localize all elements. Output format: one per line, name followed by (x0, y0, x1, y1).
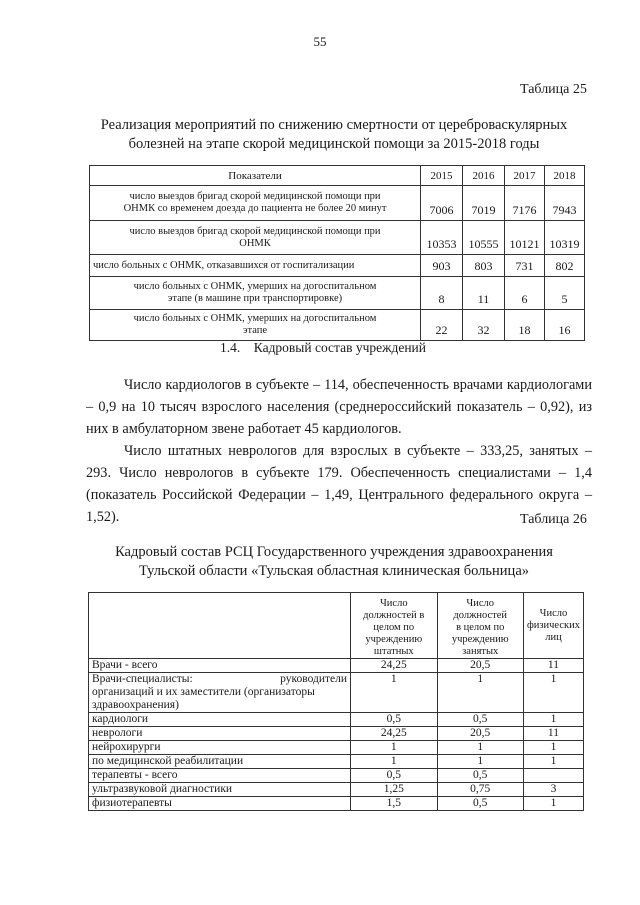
cell-value: 24,25 (351, 659, 437, 673)
cell-value: 10121 (504, 221, 544, 255)
cell-value: 10555 (463, 221, 505, 255)
row-label-line: ОНМК со временем доезда до пациента не более 20 минут (123, 203, 387, 214)
row-label: число больных с ОНМК, отказавшихся от госпитализации (90, 255, 421, 277)
cell-value: 7943 (544, 186, 584, 221)
cell-value: 1 (437, 741, 523, 755)
row-label-line: организаций и их заместители (организаторы здравоохранения) (92, 686, 315, 711)
row-label: физиотерапевты (89, 797, 351, 811)
table26 (88, 592, 584, 811)
cell-value: 1 (437, 755, 523, 769)
header-line: должностей в (363, 610, 425, 621)
row-label-line: число больных с ОНМК, умерших на догоспитальном (133, 313, 377, 324)
cell-value: 1,25 (351, 783, 437, 797)
cell-value: 0,5 (351, 713, 437, 727)
table25 (89, 165, 585, 341)
table26-header-col3 (523, 593, 583, 659)
header-line: занятых (462, 646, 499, 657)
cell-value: 16 (544, 310, 584, 341)
table25-header-year: 2018 (544, 166, 584, 186)
row-label-line: число выездов бригад скорой медицинской помощи при (129, 225, 381, 237)
cell-value: 1 (523, 755, 583, 769)
cell-value: 11 (523, 659, 583, 673)
cell-value: 11 (523, 727, 583, 741)
row-label-line: этапе (в машине при транспортировке) (167, 293, 343, 304)
cell-value: 802 (544, 255, 584, 277)
table25-title-line1: Реализация мероприятий по снижению смертности от цереброваскулярных (100, 117, 568, 133)
cell-value: 1 (351, 741, 437, 755)
table-row (90, 310, 585, 341)
cell-value: 10319 (544, 221, 584, 255)
header-line: штатных (373, 646, 414, 657)
row-label: неврологи (89, 727, 351, 741)
table25-header-year: 2017 (504, 166, 544, 186)
cell-value: 1,5 (351, 797, 437, 811)
cell-value: 11 (463, 277, 505, 310)
cell-value: 0,5 (437, 769, 523, 783)
cell-value: 0,5 (437, 797, 523, 811)
cell-value: 1 (523, 741, 583, 755)
table-row (89, 673, 584, 713)
cell-value: 903 (421, 255, 463, 277)
table-row (89, 741, 584, 755)
table26-header-col1 (351, 593, 437, 659)
cell-value: 7176 (504, 186, 544, 221)
table-row (89, 797, 584, 811)
table-row (90, 186, 585, 221)
row-label-line: число больных с ОНМК, умерших на догоспитальном (133, 281, 377, 292)
cell-value: 20,5 (437, 659, 523, 673)
table25-header-year: 2015 (421, 166, 463, 186)
row-label (89, 673, 351, 713)
cell-value: 0,5 (351, 769, 437, 783)
row-label-line: ОНМК (239, 237, 271, 249)
table25-header-row (90, 166, 585, 186)
row-label-part: Врачи-специалисты: (92, 673, 193, 685)
table26-header-empty (89, 593, 351, 659)
section-heading: 1.4. Кадровый состав учреждений (220, 340, 427, 355)
table26-title (60, 543, 608, 581)
table-row (89, 713, 584, 727)
row-label-line (92, 673, 347, 686)
cell-value: 1 (523, 797, 583, 811)
row-label (90, 310, 421, 341)
cell-value: 32 (463, 310, 505, 341)
header-line: должностей (453, 610, 508, 621)
row-label: нейрохирурги (89, 741, 351, 755)
table25-caption: Таблица 25 (520, 82, 587, 97)
table-row (89, 783, 584, 797)
cell-value: 0,5 (437, 713, 523, 727)
cell-value: 18 (504, 310, 544, 341)
header-line: лиц (545, 631, 562, 643)
table-row (90, 255, 585, 277)
cell-value: 8 (421, 277, 463, 310)
row-label: по медицинской реабилитации (89, 755, 351, 769)
header-line: в целом по (456, 622, 505, 633)
row-label (90, 221, 421, 255)
paragraph: Число штатных неврологов для взрослых в субъекте – 333,25, занятых – 293. Число неврологов в субъекте 179. Обеспеченность специалистами – 1,4 (показатель Российской Федерации – 1,49, Центрального федерального округа – 1,52). (86, 443, 592, 525)
cell-value: 1 (437, 673, 523, 713)
header-line: Число (379, 598, 408, 609)
header-line: Число (466, 598, 495, 609)
cell-value: 1 (351, 755, 437, 769)
cell-value: 0,75 (437, 783, 523, 797)
table26-header-col2 (437, 593, 523, 659)
cell-value: 6 (504, 277, 544, 310)
table-row (90, 221, 585, 255)
row-label (90, 186, 421, 221)
cell-value: 7006 (421, 186, 463, 221)
cell-value: 803 (463, 255, 505, 277)
header-line: учреждению (451, 634, 509, 645)
page-number: 55 (313, 34, 327, 49)
table-row (89, 769, 584, 783)
table26-caption: Таблица 26 (520, 512, 587, 527)
row-label: кардиологи (89, 713, 351, 727)
table-row (89, 659, 584, 673)
header-line: физических (526, 619, 580, 631)
row-label-part: руководители (280, 673, 348, 685)
table-row (89, 727, 584, 741)
header-line: Число (539, 607, 568, 619)
header-line: учреждению (365, 634, 423, 645)
cell-value: 20,5 (437, 727, 523, 741)
row-label: ультразвуковой диагностики (89, 783, 351, 797)
row-label: терапевты - всего (89, 769, 351, 783)
table25-title (60, 116, 608, 154)
paragraph: Число кардиологов в субъекте – 114, обеспеченность врачами кардиологами – 0,9 на 10 тысяч взрослого населения (среднероссийский показатель – 0,92), из них в амбулаторном звене работает 45 кардиологов. (86, 377, 592, 437)
row-label (90, 277, 421, 310)
cell-value: 10353 (421, 221, 463, 255)
body-text (86, 374, 592, 528)
cell-value: 3 (523, 783, 583, 797)
row-label: Врачи - всего (89, 659, 351, 673)
cell-value: 5 (544, 277, 584, 310)
row-label-line: число выездов бригад скорой медицинской помощи при (129, 191, 381, 202)
table-row (89, 755, 584, 769)
table26-title-line1: Кадровый состав РСЦ Государственного учреждения здравоохранения (115, 544, 553, 560)
cell-value (523, 769, 583, 783)
table26-title-line2: Тульской области «Тульская областная клиническая больница» (139, 563, 529, 579)
cell-value: 7019 (463, 186, 505, 221)
table25-header-year: 2016 (463, 166, 505, 186)
header-line: целом по (373, 622, 415, 633)
cell-value: 22 (421, 310, 463, 341)
table26-header-row (89, 593, 584, 659)
table-row (90, 277, 585, 310)
cell-value: 1 (523, 673, 583, 713)
row-label-line: этапе (243, 325, 268, 336)
table25-header-indicator: Показатели (90, 166, 421, 186)
cell-value: 24,25 (351, 727, 437, 741)
cell-value: 1 (523, 713, 583, 727)
cell-value: 1 (351, 673, 437, 713)
cell-value: 731 (504, 255, 544, 277)
table25-title-line2: болезней на этапе скорой медицинской помощи за 2015-2018 годы (128, 136, 540, 152)
